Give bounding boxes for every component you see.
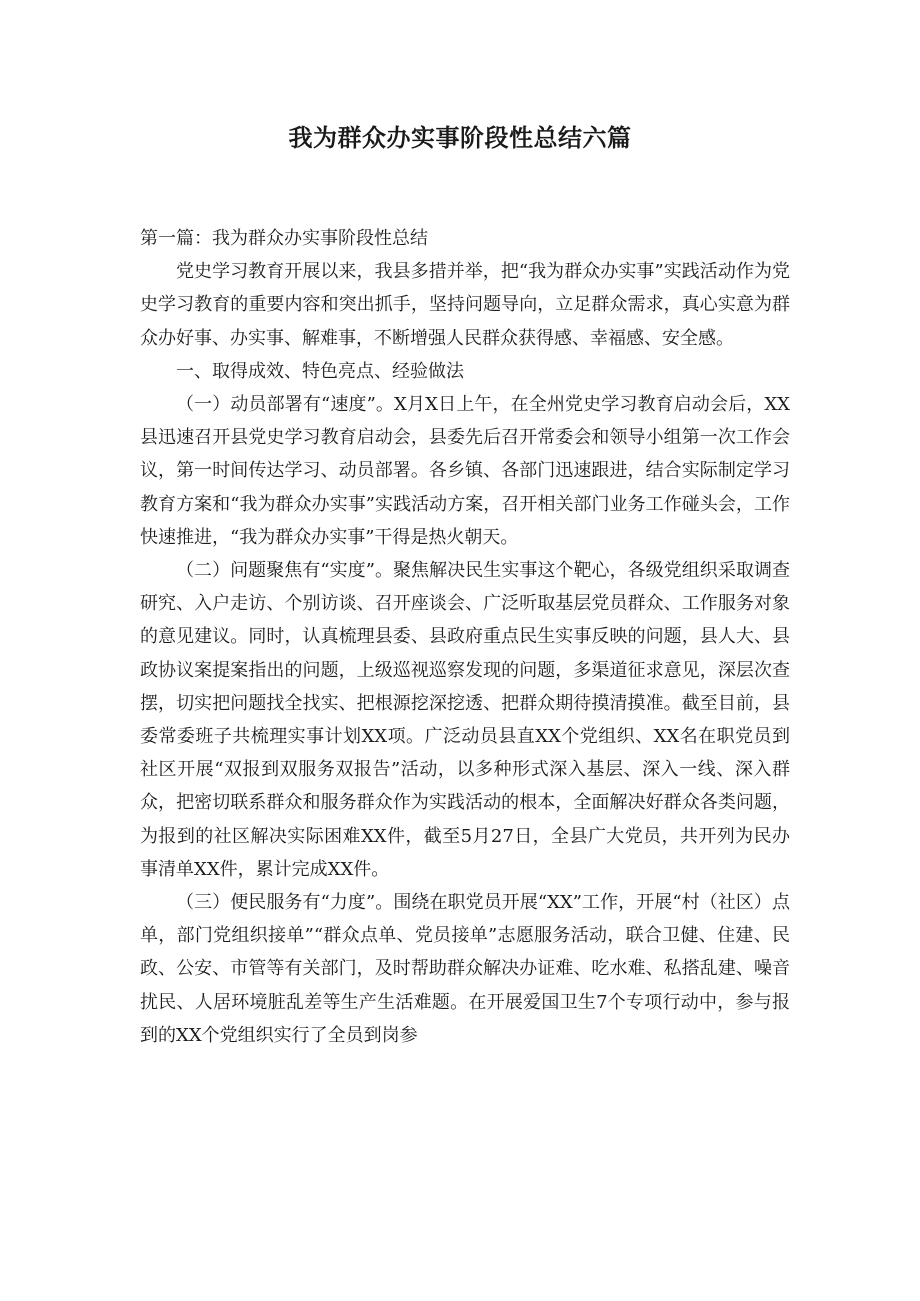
intro-paragraph: 党史学习教育开展以来，我县多措并举，把“我为群众办实事”实践活动作为党史学习教育的重要内容和突出抓手，坚持问题导向，立足群众需求，真心实意为群众办好事、办实事、解难事，不断增强人民群众获得感、幸福感、安全感。: [140, 261, 790, 349]
document-body: [140, 222, 790, 1052]
paragraph-convenience-service: （三）便民服务有“力度”。围绕在职党员开展“XX”工作，开展“村（社区）点单，部门党组织接单”“群众点单、党员接单”志愿服务活动，联合卫健、住建、民政、公安、市管等有关部门，及时帮助群众解决办证难、吃水难、私搭乱建、噪音扰民、人居环境脏乱差等生产生活难题。在开展爱国卫生7个专项行动中，参与报到的XX个党组织实行了全员到岗参: [140, 892, 790, 1046]
section-heading: 第一篇：我为群众办实事阶段性总结: [140, 228, 428, 249]
subheading-achievements: 一、取得成效、特色亮点、经验做法: [176, 360, 464, 382]
document-title: 我为群众办实事阶段性总结六篇: [288, 124, 632, 152]
paragraph-mobilization: （一）动员部署有“速度”。X月X日上午，在全州党史学习教育启动会后，XX县迅速召开县党史学习教育启动会，县委先后召开常委会和领导小组第一次工作会议，第一时间传达学习、动员部署。各乡镇、各部门迅速跟进，结合实际制定学习教育方案和“我为群众办实事”实践活动方案，召开相关部门业务工作碰头会，工作快速推进，“我为群众办实事”干得是热火朝天。: [140, 394, 790, 548]
paragraph-problem-focus: （二）问题聚焦有“实度”。聚焦解决民生实事这个靶心，各级党组织采取调查研究、入户走访、个别访谈、召开座谈会、广泛听取基层党员群众、工作服务对象的意见建议。同时，认真梳理县委、县政府重点民生实事反映的问题，县人大、县政协议案提案指出的问题，上级巡视巡察发现的问题，多渠道征求意见，深层次查摆，切实把问题找全找实、把根源挖深挖透、把群众期待摸清摸准。截至目前，县委常委班子共梳理实事计划XX项。广泛动员县直XX个党组织、XX名在职党员到社区开展“双报到双服务双报告”活动，以多种形式深入基层、深入一线、深入群众，把密切联系群众和服务群众作为实践活动的根本，全面解决好群众各类问题，为报到的社区解决实际困难XX件，截至5月27日，全县广大党员，共开列为民办事清单XX件，累计完成XX件。: [140, 560, 790, 880]
